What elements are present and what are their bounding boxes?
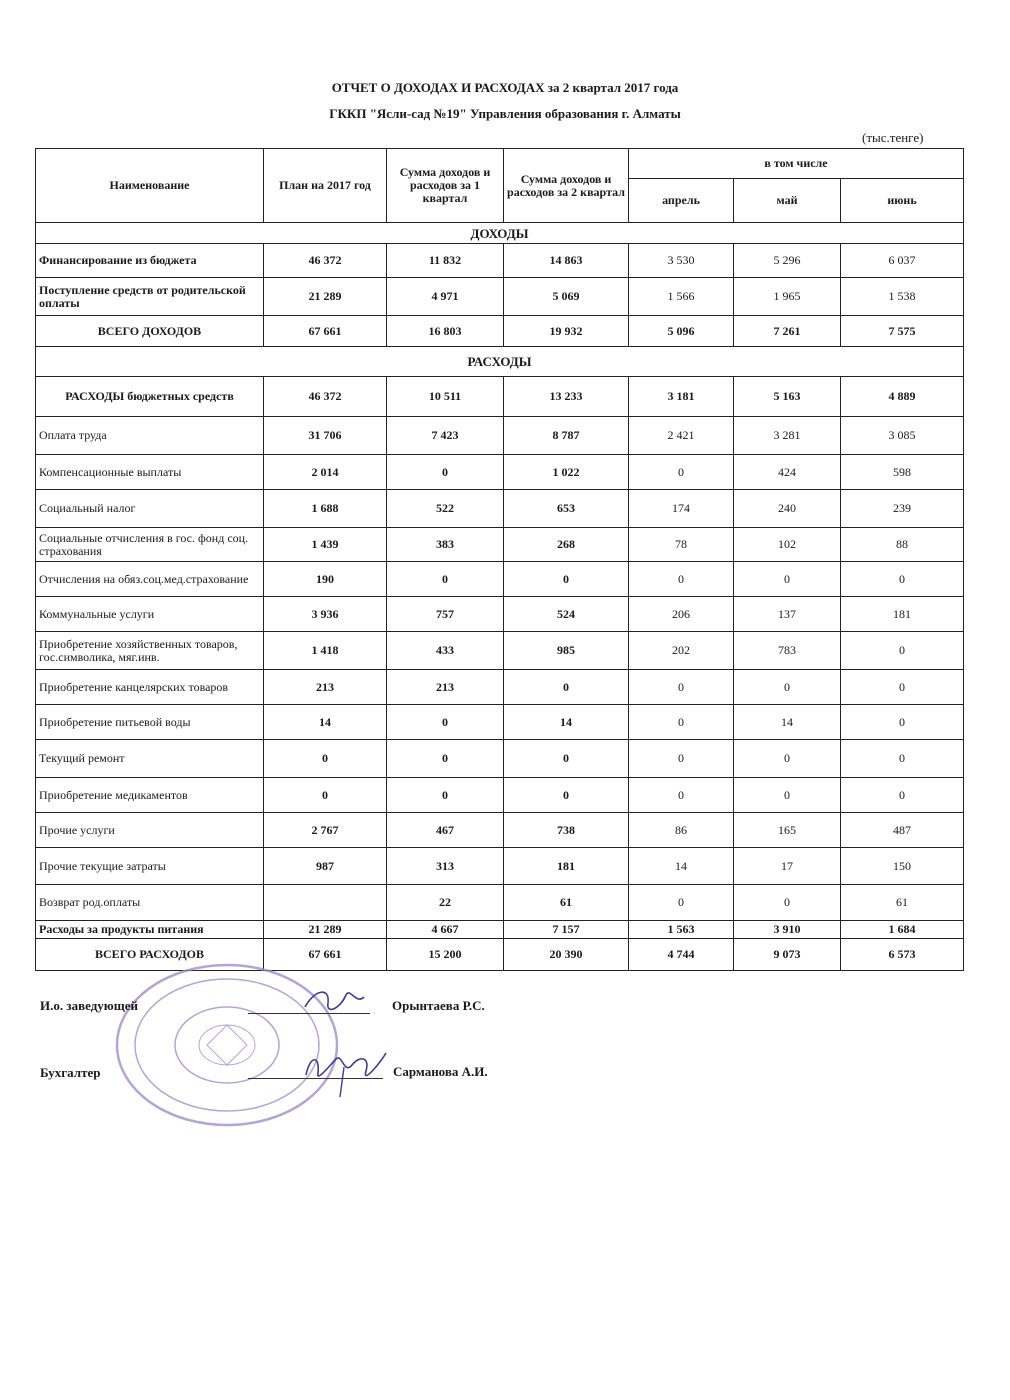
- cell-q1: 522: [387, 490, 504, 528]
- cell-q1: 0: [387, 455, 504, 490]
- header-q2: Сумма доходов и расходов за 2 квартал: [504, 149, 629, 223]
- cell-plan: 190: [264, 562, 387, 597]
- row-name: ВСЕГО ДОХОДОВ: [36, 316, 264, 347]
- cell-plan: 1 688: [264, 490, 387, 528]
- cell-june: 61: [841, 885, 964, 921]
- cell-may: 14: [734, 705, 841, 740]
- table-row: [36, 562, 964, 597]
- accountant-role: Бухгалтер: [40, 1065, 101, 1080]
- row-name: Компенсационные выплаты: [36, 455, 264, 490]
- cell-q1: 383: [387, 528, 504, 562]
- header-q1: Сумма доходов и расходов за 1 квартал: [387, 149, 504, 223]
- cell-plan: [264, 885, 387, 921]
- cell-plan: 2 767: [264, 813, 387, 848]
- cell-q2: 61: [504, 885, 629, 921]
- cell-plan: 987: [264, 848, 387, 885]
- cell-q2: 268: [504, 528, 629, 562]
- table-row: [36, 490, 964, 528]
- cell-q2: 181: [504, 848, 629, 885]
- cell-q2: 5 069: [504, 278, 629, 316]
- table-row: [36, 921, 964, 939]
- cell-june: 0: [841, 740, 964, 778]
- row-name: Отчисления на обяз.соц.мед.страхование: [36, 562, 264, 597]
- unit-label: (тыс.тенге): [862, 130, 924, 145]
- cell-may: 3 910: [734, 921, 841, 939]
- header-june: июнь: [841, 179, 964, 223]
- header-plan: План на 2017 год: [264, 149, 387, 223]
- cell-may: 1 965: [734, 278, 841, 316]
- cell-april: 202: [629, 632, 734, 670]
- cell-q2: 0: [504, 562, 629, 597]
- cell-april: 0: [629, 670, 734, 705]
- cell-may: 783: [734, 632, 841, 670]
- cell-may: 17: [734, 848, 841, 885]
- table-row: [36, 377, 964, 417]
- cell-april: 2 421: [629, 417, 734, 455]
- cell-june: 487: [841, 813, 964, 848]
- cell-q1: 213: [387, 670, 504, 705]
- cell-plan: 3 936: [264, 597, 387, 632]
- cell-april: 1 566: [629, 278, 734, 316]
- cell-april: 0: [629, 705, 734, 740]
- cell-plan: 46 372: [264, 377, 387, 417]
- cell-q2: 985: [504, 632, 629, 670]
- head-signature: [300, 985, 370, 1017]
- cell-may: 0: [734, 885, 841, 921]
- row-name: Прочие услуги: [36, 813, 264, 848]
- cell-may: 0: [734, 562, 841, 597]
- table-row: [36, 705, 964, 740]
- row-name: Поступление средств от родительской оплаты: [36, 278, 264, 316]
- cell-june: 0: [841, 705, 964, 740]
- row-name: Расходы за продукты питания: [36, 921, 264, 939]
- head-role: И.о. заведующей: [40, 998, 138, 1013]
- cell-q1: 22: [387, 885, 504, 921]
- cell-q1: 433: [387, 632, 504, 670]
- cell-april: 1 563: [629, 921, 734, 939]
- cell-q1: 4 667: [387, 921, 504, 939]
- cell-june: 4 889: [841, 377, 964, 417]
- row-name: ВСЕГО РАСХОДОВ: [36, 939, 264, 971]
- cell-april: 0: [629, 778, 734, 813]
- table-row: [36, 632, 964, 670]
- cell-plan: 46 372: [264, 244, 387, 278]
- cell-q1: 10 511: [387, 377, 504, 417]
- row-name: Социальные отчисления в гос. фонд соц. страхования: [36, 528, 264, 562]
- table-row: [36, 740, 964, 778]
- cell-q2: 19 932: [504, 316, 629, 347]
- cell-q1: 0: [387, 778, 504, 813]
- cell-june: 6 037: [841, 244, 964, 278]
- row-name: Социальный налог: [36, 490, 264, 528]
- table-row: [36, 278, 964, 316]
- cell-q2: 14: [504, 705, 629, 740]
- cell-may: 0: [734, 740, 841, 778]
- table-row: [36, 244, 964, 278]
- cell-q2: 0: [504, 740, 629, 778]
- head-name: Орынтаева Р.С.: [392, 998, 485, 1013]
- cell-june: 1 684: [841, 921, 964, 939]
- cell-april: 4 744: [629, 939, 734, 971]
- cell-april: 0: [629, 455, 734, 490]
- row-name: Приобретение хозяйственных товаров, гос.символика, мяг.инв.: [36, 632, 264, 670]
- cell-may: 0: [734, 670, 841, 705]
- header-april: апрель: [629, 179, 734, 223]
- cell-april: 78: [629, 528, 734, 562]
- cell-plan: 0: [264, 740, 387, 778]
- cell-q1: 313: [387, 848, 504, 885]
- cell-april: 14: [629, 848, 734, 885]
- cell-june: 239: [841, 490, 964, 528]
- row-name: Приобретение медикаментов: [36, 778, 264, 813]
- cell-q2: 0: [504, 670, 629, 705]
- cell-q1: 467: [387, 813, 504, 848]
- cell-april: 0: [629, 562, 734, 597]
- row-name: Приобретение питьевой воды: [36, 705, 264, 740]
- cell-may: 7 261: [734, 316, 841, 347]
- cell-q1: 0: [387, 740, 504, 778]
- header-including: в том числе: [629, 149, 964, 179]
- header-may: май: [734, 179, 841, 223]
- cell-may: 424: [734, 455, 841, 490]
- cell-may: 165: [734, 813, 841, 848]
- cell-june: 150: [841, 848, 964, 885]
- cell-june: 88: [841, 528, 964, 562]
- cell-june: 6 573: [841, 939, 964, 971]
- row-name: Возврат род.оплаты: [36, 885, 264, 921]
- row-name: Коммунальные услуги: [36, 597, 264, 632]
- income-section-label: ДОХОДЫ: [36, 223, 964, 244]
- header-name: Наименование: [36, 149, 264, 223]
- row-name: Текущий ремонт: [36, 740, 264, 778]
- cell-june: 3 085: [841, 417, 964, 455]
- cell-may: 5 296: [734, 244, 841, 278]
- cell-q2: 8 787: [504, 417, 629, 455]
- cell-june: 1 538: [841, 278, 964, 316]
- table-row: [36, 813, 964, 848]
- cell-may: 240: [734, 490, 841, 528]
- cell-june: 0: [841, 670, 964, 705]
- cell-plan: 1 439: [264, 528, 387, 562]
- cell-q1: 15 200: [387, 939, 504, 971]
- cell-q1: 11 832: [387, 244, 504, 278]
- row-name: Приобретение канцелярских товаров: [36, 670, 264, 705]
- cell-june: 0: [841, 632, 964, 670]
- cell-q2: 738: [504, 813, 629, 848]
- cell-plan: 67 661: [264, 316, 387, 347]
- cell-june: 7 575: [841, 316, 964, 347]
- cell-q1: 0: [387, 705, 504, 740]
- row-name: Прочие текущие затраты: [36, 848, 264, 885]
- cell-q2: 14 863: [504, 244, 629, 278]
- cell-q2: 13 233: [504, 377, 629, 417]
- cell-plan: 213: [264, 670, 387, 705]
- cell-april: 3 530: [629, 244, 734, 278]
- cell-may: 3 281: [734, 417, 841, 455]
- cell-plan: 21 289: [264, 278, 387, 316]
- cell-april: 206: [629, 597, 734, 632]
- cell-q2: 20 390: [504, 939, 629, 971]
- row-name: Оплата труда: [36, 417, 264, 455]
- report-table: [35, 148, 964, 971]
- cell-plan: 1 418: [264, 632, 387, 670]
- row-name: РАСХОДЫ бюджетных средств: [36, 377, 264, 417]
- cell-may: 102: [734, 528, 841, 562]
- cell-plan: 2 014: [264, 455, 387, 490]
- cell-q1: 16 803: [387, 316, 504, 347]
- cell-q2: 0: [504, 778, 629, 813]
- cell-april: 5 096: [629, 316, 734, 347]
- cell-april: 0: [629, 885, 734, 921]
- cell-q2: 653: [504, 490, 629, 528]
- cell-april: 3 181: [629, 377, 734, 417]
- table-row: [36, 417, 964, 455]
- cell-q2: 1 022: [504, 455, 629, 490]
- report-subtitle: ГККП "Ясли-сад №19" Управления образования г. Алматы: [329, 106, 681, 121]
- cell-q1: 0: [387, 562, 504, 597]
- cell-plan: 14: [264, 705, 387, 740]
- cell-june: 598: [841, 455, 964, 490]
- cell-plan: 21 289: [264, 921, 387, 939]
- cell-june: 0: [841, 562, 964, 597]
- table-row: [36, 597, 964, 632]
- table-row: [36, 528, 964, 562]
- cell-q1: 4 971: [387, 278, 504, 316]
- cell-may: 0: [734, 778, 841, 813]
- cell-q2: 7 157: [504, 921, 629, 939]
- cell-plan: 67 661: [264, 939, 387, 971]
- table-row: [36, 848, 964, 885]
- cell-q1: 757: [387, 597, 504, 632]
- table-row: [36, 885, 964, 921]
- cell-q2: 524: [504, 597, 629, 632]
- cell-april: 86: [629, 813, 734, 848]
- cell-june: 0: [841, 778, 964, 813]
- cell-q1: 7 423: [387, 417, 504, 455]
- accountant-signature: [300, 1045, 390, 1100]
- cell-plan: 0: [264, 778, 387, 813]
- accountant-name: Сарманова А.И.: [393, 1064, 488, 1079]
- cell-april: 174: [629, 490, 734, 528]
- row-name: Финансирование из бюджета: [36, 244, 264, 278]
- cell-june: 181: [841, 597, 964, 632]
- cell-may: 9 073: [734, 939, 841, 971]
- cell-plan: 31 706: [264, 417, 387, 455]
- table-row: [36, 670, 964, 705]
- report-title: ОТЧЕТ О ДОХОДАХ И РАСХОДАХ за 2 квартал 2017 года: [331, 80, 679, 95]
- cell-may: 5 163: [734, 377, 841, 417]
- cell-april: 0: [629, 740, 734, 778]
- table-row: [36, 316, 964, 347]
- expense-section-label: РАСХОДЫ: [36, 347, 964, 377]
- cell-may: 137: [734, 597, 841, 632]
- table-row: [36, 778, 964, 813]
- table-row: [36, 455, 964, 490]
